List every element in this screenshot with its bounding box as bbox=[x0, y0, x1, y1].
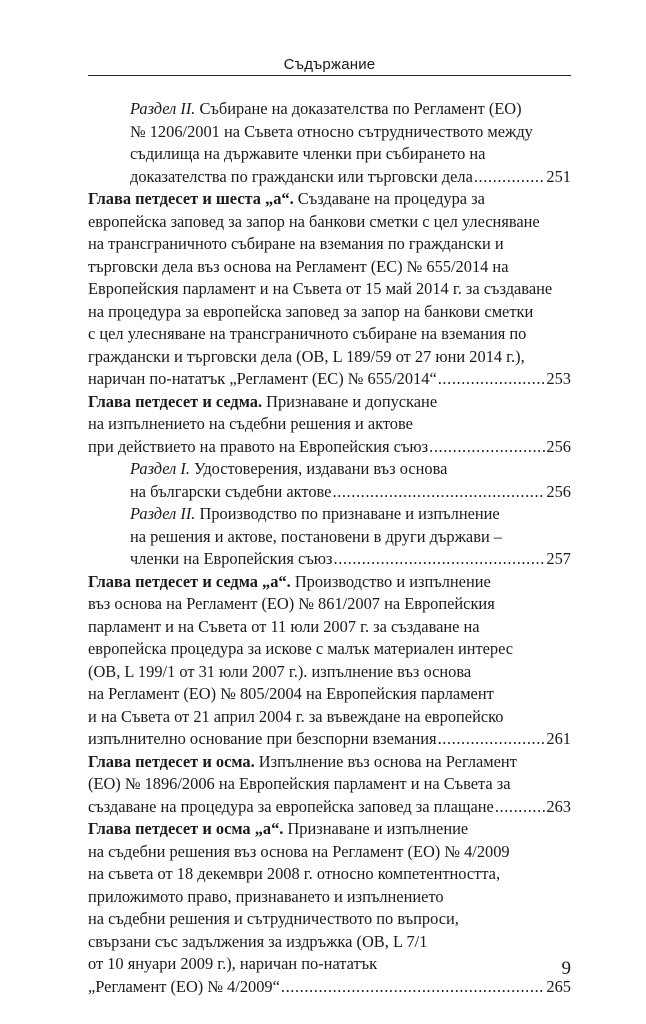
entry-text: създаване на процедура за европейска заповед за плащане bbox=[88, 796, 494, 816]
toc-entry-chapter-57a[interactable] bbox=[88, 571, 571, 751]
page-ref: 263 bbox=[546, 796, 571, 816]
entry-text: на съдебни решения въз основа на Регламент (ЕО) № 4/2009 bbox=[88, 841, 510, 861]
entry-text: (ОВ, L 199/1 от 31 юли 2007 г.). изпълнение въз основа bbox=[88, 661, 472, 681]
entry-text: на съдебни решения и сътрудничеството по въпроси, bbox=[88, 909, 459, 928]
toc-entry-chapter-58[interactable] bbox=[88, 751, 571, 819]
page-ref: 265 bbox=[546, 976, 571, 996]
entry-text: Производство по признаване и изпълнение bbox=[195, 504, 500, 523]
leader-dots bbox=[474, 166, 546, 189]
entry-text: доказателства по граждански или търговски дела bbox=[130, 166, 473, 186]
toc-entry-section-2-evidence[interactable] bbox=[88, 98, 571, 188]
entry-lead: Раздел I. bbox=[130, 459, 190, 478]
page-number: 9 bbox=[561, 958, 571, 979]
entry-lead: Глава петдесет и осма „а“. bbox=[88, 819, 284, 838]
toc-entry-section-1-certificates[interactable] bbox=[88, 458, 571, 503]
entry-text: въз основа на Регламент (ЕО) № 861/2007 на Европейския bbox=[88, 594, 495, 613]
entry-text: на процедура за европейска заповед за запор на банкови сметки bbox=[88, 301, 534, 321]
leader-dots bbox=[495, 796, 546, 819]
entry-text: на трансграничното събиране на вземания по граждански и bbox=[88, 234, 504, 253]
entry-text: Изпълнение въз основа на Регламент bbox=[254, 751, 517, 771]
running-header: Съдържание bbox=[283, 56, 376, 73]
entry-lead: Глава петдесет и седма „а“. bbox=[88, 571, 291, 591]
entry-lead: Глава петдесет и шеста „а“. bbox=[88, 189, 294, 208]
entry-text: на Регламент (ЕО) № 805/2004 на Европейския парламент bbox=[88, 684, 494, 703]
entry-text: Производство и изпълнение bbox=[290, 571, 491, 591]
entry-text: парламент и на Съвета от 11 юли 2007 г. за създаване на bbox=[88, 616, 480, 636]
entry-text: Признаване и допускане bbox=[262, 391, 438, 411]
header-rule bbox=[88, 75, 571, 76]
entry-text: на съвета от 18 декември 2008 г. относно компетентността, bbox=[88, 864, 501, 883]
entry-text: Събиране на доказателства по Регламент (ЕО) bbox=[195, 99, 522, 118]
toc-entry-section-2-recognition[interactable] bbox=[88, 503, 571, 571]
toc-entry-chapter-58a[interactable] bbox=[88, 818, 571, 998]
entry-text: Европейския парламент и на Съвета от 15 май 2014 г. за създаване bbox=[88, 279, 553, 298]
entry-text: на решения и актове, постановени в други държави – bbox=[130, 526, 503, 546]
entry-text: изпълнително основание при безспорни вземания bbox=[88, 729, 437, 748]
leader-dots bbox=[281, 976, 546, 999]
entry-text: Създаване на процедура за bbox=[293, 189, 485, 208]
entry-text: с цел улесняване на трансграничното събиране на вземания по bbox=[88, 324, 527, 343]
page-ref: 261 bbox=[546, 729, 571, 748]
page-ref: 257 bbox=[546, 549, 571, 568]
entry-text: при действието на правото на Европейския съюз bbox=[88, 436, 429, 456]
leader-dots bbox=[429, 436, 545, 459]
entry-lead: Раздел II. bbox=[130, 99, 196, 118]
entry-text: № 1206/2001 на Съвета относно сътрудничеството между bbox=[130, 121, 533, 141]
entry-text: Удостоверения, издавани въз основа bbox=[189, 459, 448, 478]
entry-text: европейска процедура за искове с малък материален интерес bbox=[88, 639, 514, 658]
entry-text: граждански и търговски дела (ОВ, L 189/59 от 27 юни 2014 г.), bbox=[88, 346, 525, 366]
entry-text: на изпълнението на съдебни решения и актове bbox=[88, 414, 413, 433]
page-ref: 251 bbox=[546, 166, 571, 186]
leader-dots bbox=[438, 368, 546, 391]
leader-dots bbox=[334, 548, 546, 571]
leader-dots bbox=[332, 481, 545, 504]
toc-entry-chapter-57[interactable] bbox=[88, 391, 571, 459]
entry-text: членки на Европейския съюз bbox=[130, 549, 333, 568]
entry-text: приложимото право, признаването и изпълнението bbox=[88, 886, 444, 906]
entry-text: европейска заповед за запор на банкови сметки с цел улесняване bbox=[88, 211, 540, 231]
page-ref: 256 bbox=[546, 481, 571, 501]
entry-text: наричан по-нататък „Регламент (ЕС) № 655/2014“ bbox=[88, 369, 437, 388]
entry-lead: Глава петдесет и осма. bbox=[88, 751, 255, 771]
entry-lead: Раздел II. bbox=[130, 504, 196, 523]
toc-entry-chapter-56a[interactable] bbox=[88, 188, 571, 391]
entry-text: от 10 януари 2009 г.), наричан по-нататък bbox=[88, 954, 378, 973]
entry-text: търговски дела въз основа на Регламент (ЕС) № 655/2014 на bbox=[88, 256, 509, 276]
entry-text: Признаване и изпълнение bbox=[283, 819, 469, 838]
table-of-contents bbox=[88, 98, 571, 998]
entry-text: (ЕО) № 1896/2006 на Европейския парламент и на Съвета за bbox=[88, 774, 511, 793]
entry-lead: Глава петдесет и седма. bbox=[88, 391, 263, 411]
page-ref: 253 bbox=[546, 369, 571, 388]
entry-text: свързани със задължения за издръжка (ОВ, L 7/1 bbox=[88, 931, 428, 951]
leader-dots bbox=[438, 728, 546, 751]
entry-text: съдилища на държавите членки при събирането на bbox=[130, 144, 486, 163]
entry-text: и на Съвета от 21 април 2004 г. за въвеждане на европейско bbox=[88, 706, 504, 726]
entry-text: на български съдебни актове bbox=[130, 481, 332, 501]
page-ref: 256 bbox=[546, 436, 571, 456]
entry-text: „Регламент (ЕО) № 4/2009“ bbox=[88, 976, 280, 996]
